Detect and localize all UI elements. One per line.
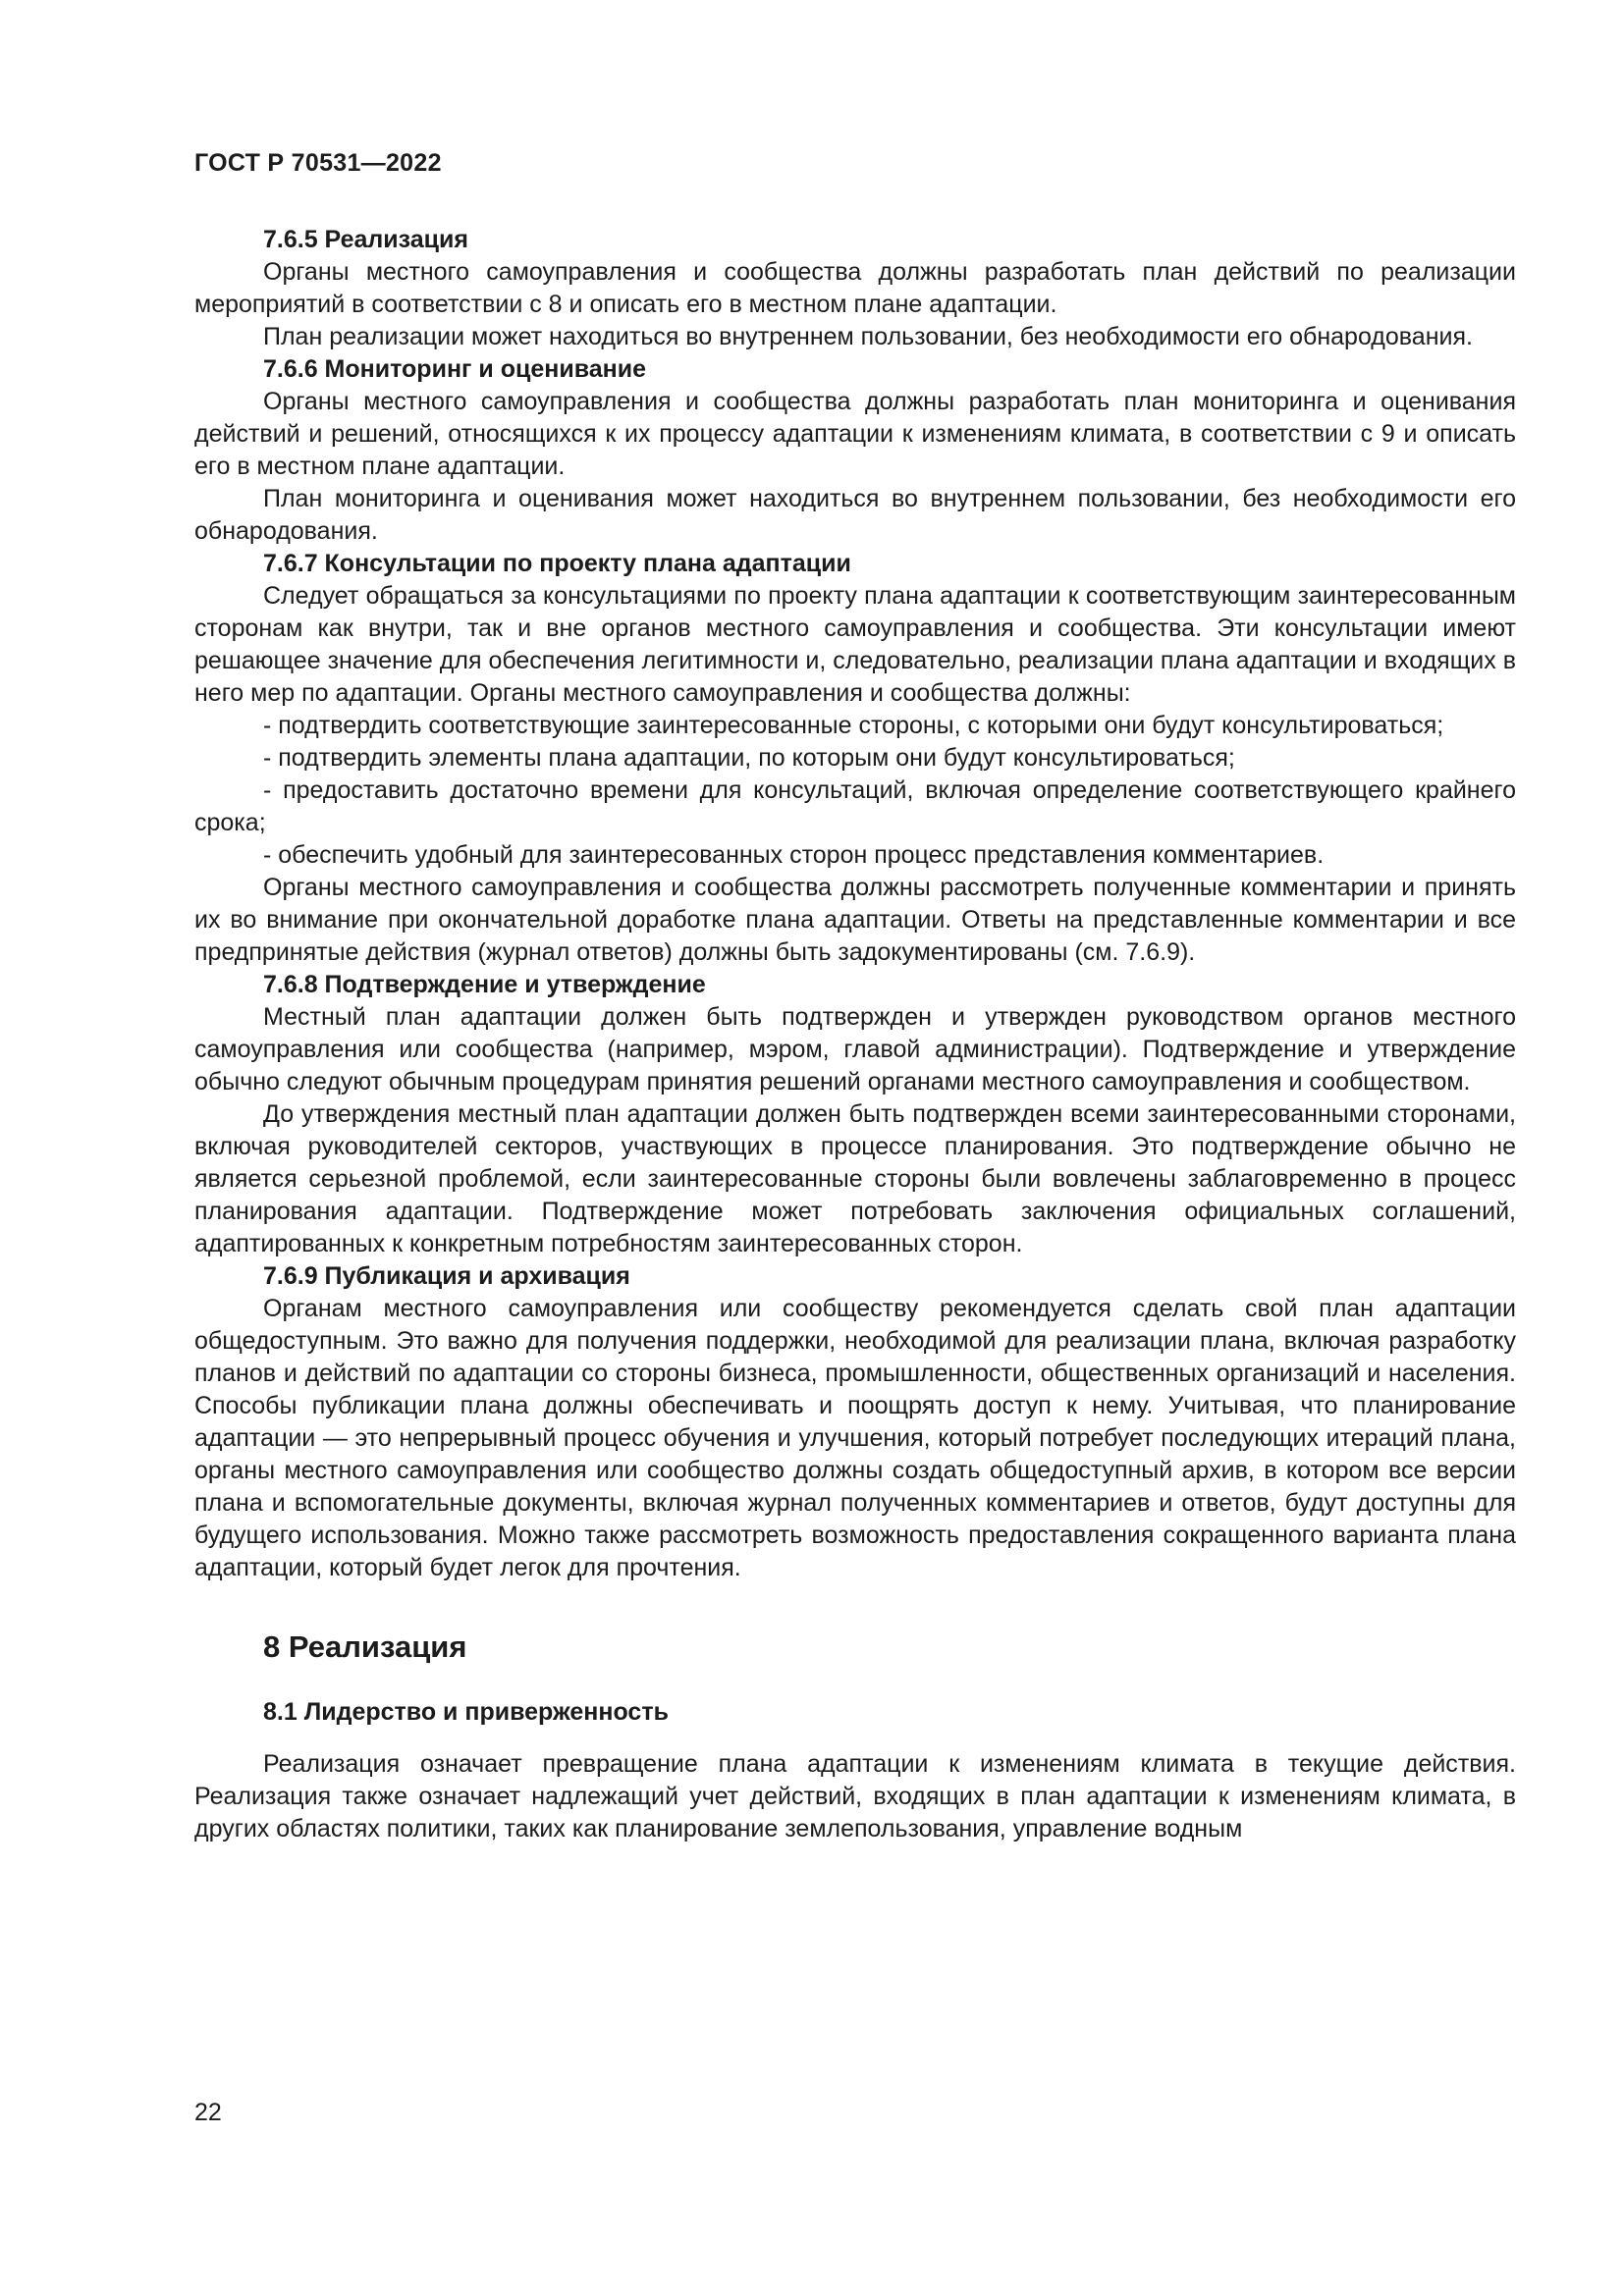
section-title-7-6-8: 7.6.8 Подтверждение и утверждение	[263, 971, 706, 998]
list-item: - подтвердить соответствующие заинтересованные стороны, с которыми они будут консультироваться;	[263, 712, 1444, 739]
paragraph: Местный план адаптации должен быть подтвержден и утвержден руководством органов местного самоуправления или сообщества (например, мэром, главой администрации). Подтверждение и утверждение обычно следуют обычным процедурам принятия решений органами местного самоуправления и сообществом.	[194, 1003, 1516, 1095]
list-item: - обеспечить удобный для заинтересованных сторон процесс представления комментариев.	[263, 841, 1325, 869]
paragraph: Органы местного самоуправления и сообщества должны рассмотреть полученные комментарии и принять их во внимание при окончательной доработке плана адаптации. Ответы на представленные комментарии и все предпринятые действия (журнал ответов) должны быть задокументированы (см. 7.6.9).	[194, 874, 1516, 966]
section-title-7-6-6: 7.6.6 Мониторинг и оценивание	[263, 355, 647, 383]
paragraph: Органы местного самоуправления и сообщества должны разработать план действий по реализации мероприятий в соответствии с 8 и описать его в местном плане адаптации.	[194, 258, 1516, 318]
list-item: - предоставить достаточно времени для консультаций, включая определение соответствующего крайнего срока;	[194, 776, 1516, 836]
paragraph: План реализации может находиться во внутреннем пользовании, без необходимости его обнародования.	[263, 323, 1473, 350]
list-item: - подтвердить элементы плана адаптации, по которым они будут консультироваться;	[263, 744, 1235, 772]
section-title-7-6-7: 7.6.7 Консультации по проекту плана адаптации	[263, 550, 851, 577]
section-title-7-6-9: 7.6.9 Публикация и архивация	[263, 1262, 630, 1290]
paragraph: Органам местного самоуправления или сообществу рекомендуется сделать свой план адаптации общедоступным. Это важно для получения поддержки, необходимой для реализации плана, включая разработку планов и действий по адаптации со стороны бизнеса, промышленности, общественных организаций и населения. Способы публикации плана должны обеспечивать и поощрять доступ к нему. Учитывая, что планирование адаптации — это непрерывный процесс обучения и улучшения, который потребует последующих итераций плана, органы местного самоуправления или сообщество должны создать общедоступный архив, в котором все версии плана и вспомогательные документы, включая журнал полученных комментариев и ответов, будут доступны для будущего использования. Можно также рассмотреть возможность предоставления сокращенного варианта плана адаптации, который будет легок для прочтения.	[194, 1295, 1516, 1581]
paragraph: Реализация означает превращение плана адаптации к изменениям климата в текущие действия. Реализация также означает надлежащий учет действий, входящих в план адаптации к изменениям климата, в других областях политики, таких как планирование землепользования, управление водным	[194, 1750, 1516, 1842]
paragraph: До утверждения местный план адаптации должен быть подтвержден всеми заинтересованными сторонами, включая руководителей секторов, участвующих в процессе планирования. Это подтверждение обычно не является серьезной проблемой, если заинтересованные стороны были вовлечены заблаговременно в процесс планирования адаптации. Подтверждение может потребовать заключения официальных соглашений, адаптированных к конкретным потребностям заинтересованных сторон.	[194, 1100, 1516, 1257]
paragraph: Органы местного самоуправления и сообщества должны разработать план мониторинга и оценивания действий и решений, относящихся к их процессу адаптации к изменениям климата, в соответствии с 9 и описать его в местном плане адаптации.	[194, 388, 1516, 480]
page-number: 22	[194, 2099, 222, 2126]
paragraph: План мониторинга и оценивания может находиться во внутреннем пользовании, без необходимости его обнародования.	[194, 485, 1516, 545]
section-title-7-6-5: 7.6.5 Реализация	[263, 226, 468, 253]
paragraph: Следует обращаться за консультациями по проекту плана адаптации к соответствующим заинтересованным сторонам как внутри, так и вне органов местного самоуправления и сообщества. Эти консультации имеют решающее значение для обеспечения легитимности и, следовательно, реализации плана адаптации и входящих в него мер по адаптации. Органы местного самоуправления и сообщества должны:	[194, 582, 1516, 707]
section-title-8: 8 Реализация	[263, 1629, 467, 1664]
document-header: ГОСТ Р 70531—2022	[194, 149, 442, 177]
page-content	[194, 224, 1516, 1845]
section-title-8-1: 8.1 Лидерство и приверженность	[263, 1698, 669, 1726]
